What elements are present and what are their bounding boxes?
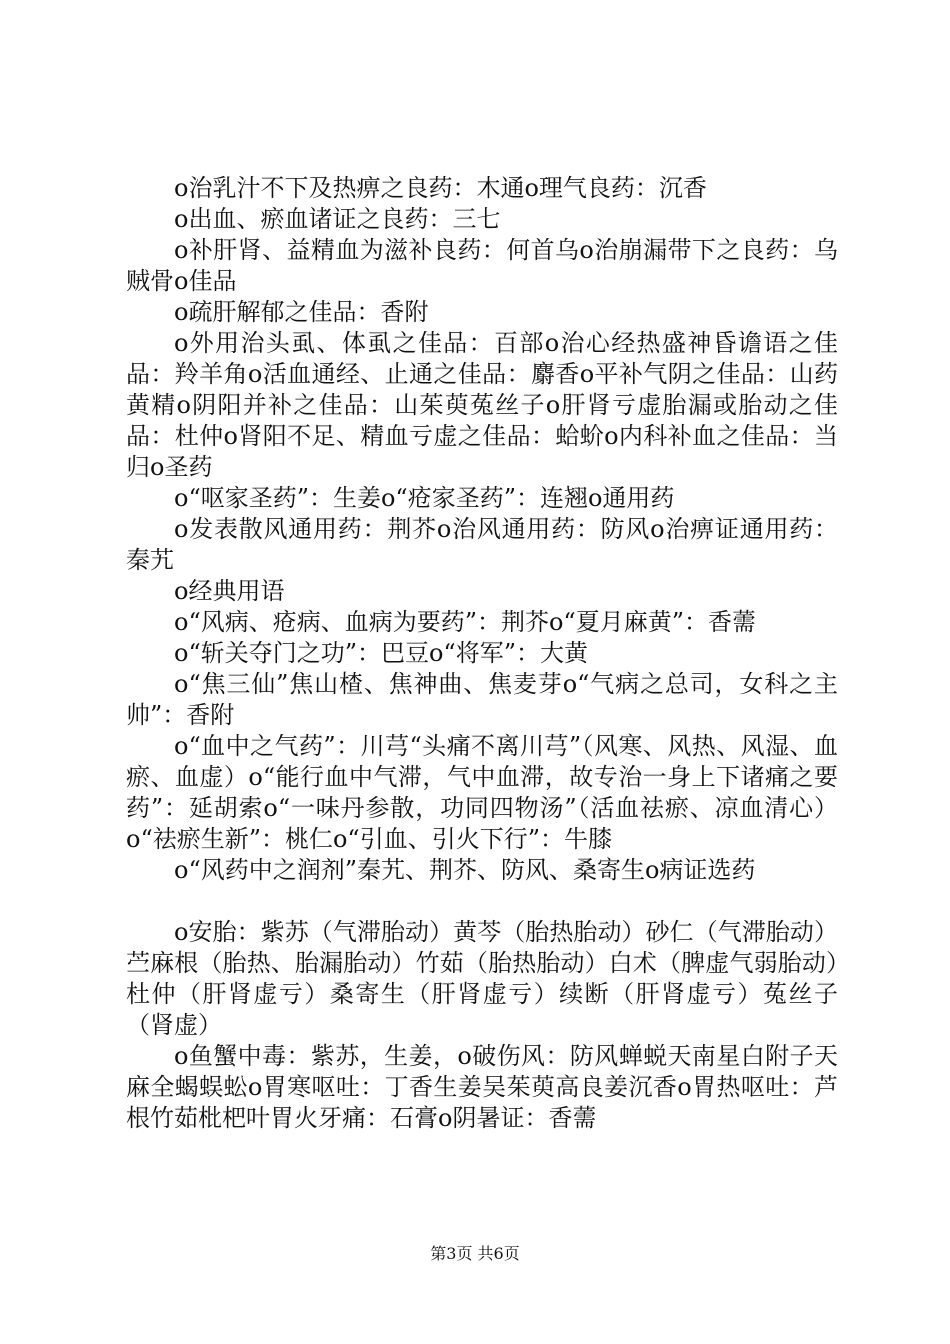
paragraph-10: o“斩关夺门之功”：巴豆o“将军”：大黄 (174, 639, 588, 667)
paragraph-7: o发表散风通用药：荆芥o治风通用药：防风o治痹证通用药：秦艽 (126, 515, 838, 574)
paragraph-6: o“呕家圣药”：生姜o“疮家圣药”：连翘o通用药 (174, 484, 675, 512)
paragraph-1: o治乳汁不下及热痹之良药：木通o理气良药：沉香 (174, 174, 707, 202)
paragraph-9: o“风病、疮病、血病为要药”：荆芥o“夏月麻黄”：香薷 (174, 608, 756, 636)
paragraph-15: o鱼蟹中毒：紫苏，生姜，o破伤风：防风蝉蜕天南星白附子天麻全蝎蜈蚣o胃寒呕吐：丁香生姜吴茱萸高良姜沉香o胃热呕吐：芦根竹茹枇杷叶胃火牙痛：石膏o阴暑证：香薷 (126, 1042, 838, 1132)
paragraph-13: o“风药中之润剂”秦艽、荆芥、防风、桑寄生o病证选药 (174, 856, 756, 884)
paragraph-5: o外用治头虱、体虱之佳品：百部o治心经热盛神昏谵语之佳品：羚羊角o活血通经、止通之佳品：麝香o平补气阴之佳品：山药黄精o阴阳并补之佳品：山茱萸菟丝子o肝肾亏虚胎漏或胎动之佳品：杜仲o肾阳不足、精血亏虚之佳品：蛤蚧o内科补血之佳品：当归o圣药 (126, 329, 838, 481)
paragraph-8: o经典用语 (174, 577, 285, 605)
paragraph-4: o疏肝解郁之佳品：香附 (174, 298, 429, 326)
paragraph-11: o“焦三仙”焦山楂、焦神曲、焦麦芽o“气病之总司，女科之主帅”：香附 (126, 670, 838, 729)
page-number-footer: 第3页 共6页 (430, 1244, 520, 1263)
paragraph-3: o补肝肾、益精血为滋补良药：何首乌o治崩漏带下之良药：乌贼骨o佳品 (126, 236, 838, 295)
document-body (126, 173, 838, 1134)
paragraph-2: o出血、瘀血诸证之良药：三七 (174, 205, 501, 233)
paragraph-14: o安胎：紫苏（气滞胎动）黄芩（胎热胎动）砂仁（气滞胎动）苎麻根（胎热、胎漏胎动）竹茹（胎热胎动）白术（脾虚气弱胎动）杜仲（肝肾虚亏）桑寄生（肝肾虚亏）续断（肝肾虚亏）菟丝子（肾虚） (126, 918, 838, 1039)
paragraph-12: o“血中之气药”：川芎“头痛不离川芎”（风寒、风热、风湿、血瘀、血虚）o“能行血中气滞，气中血滞，故专治一身上下诸痛之要药”：延胡索o“一味丹参散，功同四物汤”（活血祛瘀、凉血清心）o“祛瘀生新”：桃仁o“引血、引火下行”：牛膝 (126, 732, 838, 853)
